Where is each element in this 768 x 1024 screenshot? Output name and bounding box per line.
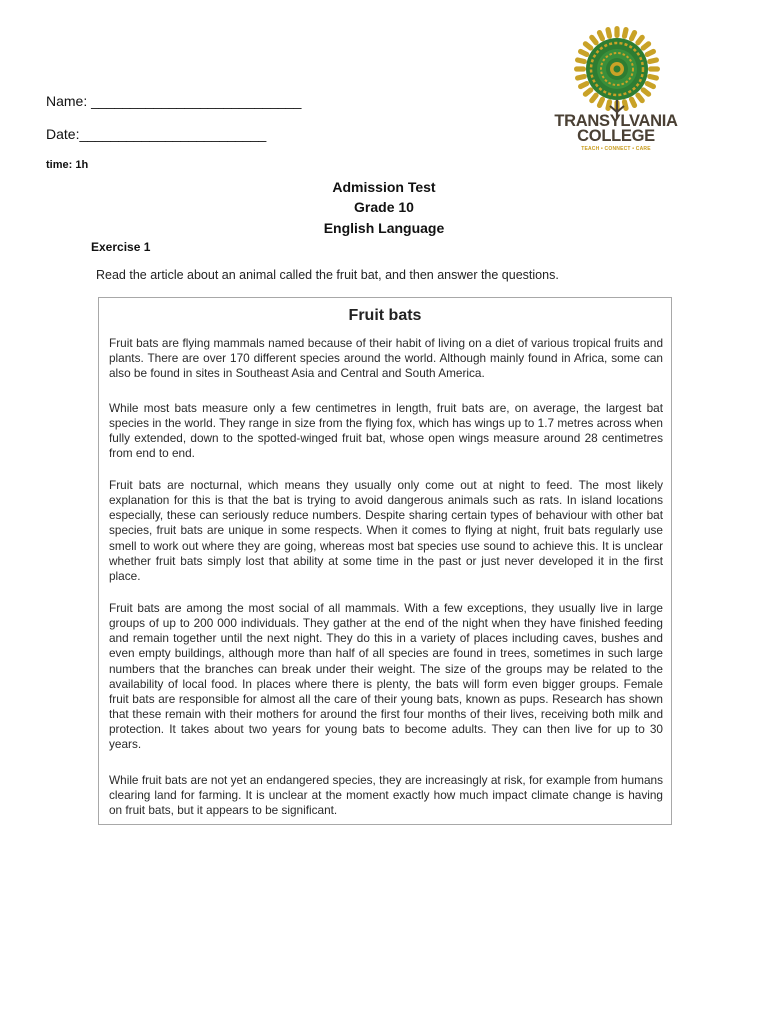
article-paragraph-2: While most bats measure only a few centimetres in length, fruit bats are, on average, the largest bat species in the world. They range in size from the flying fox, which has wings up to 1.7 metres across when fully extended, down to the spotted-winged fruit bat, whose open wings measure around 28 centimetres from end to end. bbox=[109, 401, 663, 461]
exercise-instruction: Read the article about an animal called the fruit bat, and then answer the questions. bbox=[96, 268, 559, 282]
article-paragraph-3: Fruit bats are nocturnal, which means they usually only come out at night to feed. The most likely explanation for this is that the bat is trying to avoid dangerous animals such as rats. In island locations especially, these can seriously reduce numbers. Despite sharing certain types of behaviour with other bat species, fruit bats are unique in some respects. When it comes to flying at night, fruit bats regularly use smell to work out where they are going, whereas most bat species use sound to achieve this. It is unclear whether fruit bats simply lost that ability at some time in the past or just never developed it in the first place. bbox=[109, 478, 663, 583]
logo-wordmark-line2: COLLEGE bbox=[577, 127, 655, 145]
time-limit-label: time: 1h bbox=[46, 159, 89, 171]
date-field[interactable]: Date:________________________ bbox=[46, 126, 267, 142]
article-paragraph-1: Fruit bats are flying mammals named because of their habit of living on a diet of various tropical fruits and plants. There are over 170 different species around the world. Although mainly found in Africa, some can also be found in sites in Southeast Asia and Central and South America. bbox=[109, 336, 663, 381]
article-title: Fruit bats bbox=[348, 307, 422, 324]
name-field[interactable]: Name: ___________________________ bbox=[46, 93, 302, 109]
grade-label: Grade 10 bbox=[354, 199, 414, 215]
logo-wordmark-line1: TRANSYLVANIA bbox=[554, 112, 678, 130]
article-paragraph-4: Fruit bats are among the most social of all mammals. With a few exceptions, they usually live in large groups of up to 200 000 individuals. They gather at the end of the night when they have finished feeding and remain together until the next night. They do this in a variety of places including caves, bushes and even empty buildings, although more than half of all species are found in trees, sometimes in such large numbers that the branches can break under their weight. The size of the groups may be related to the availability of local food. In places where there is plenty, the bats will form even bigger groups. Female fruit bats are responsible for almost all the care of their young bats, known as pups. Research has shown that these remain with their mothers for around the first four months of their lives, receiving both milk and protection. It takes about two years for young bats to become adults. They can then live for up to 30 years. bbox=[109, 601, 663, 752]
article-box bbox=[98, 297, 672, 825]
subject-label: English Language bbox=[323, 220, 445, 236]
logo-tagline: TEACH • CONNECT • CARE bbox=[581, 146, 651, 152]
exercise-label: Exercise 1 bbox=[91, 240, 151, 254]
test-title: Admission Test bbox=[332, 179, 436, 195]
article-paragraph-5: While fruit bats are not yet an endangered species, they are increasingly at risk, for example from humans clearing land for farming. It is unclear at the moment exactly how much impact climate change is having on fruit bats, but it appears to be significant. bbox=[109, 773, 663, 818]
